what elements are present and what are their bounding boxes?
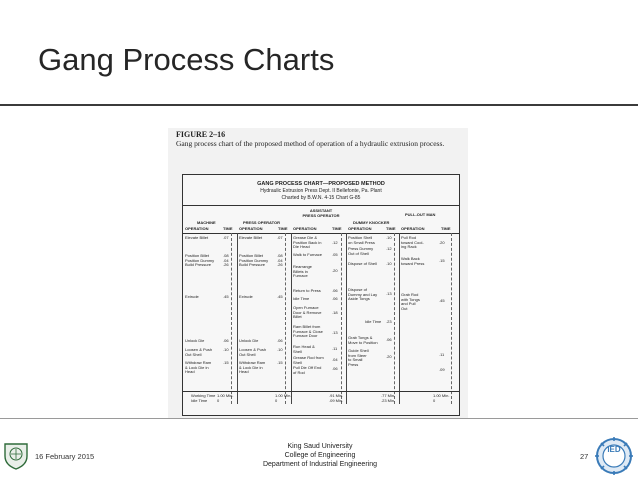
pullout-time: .20 <box>439 240 445 245</box>
dummy-op: Grab Tongs & Move to Position <box>348 335 378 345</box>
machine-op: Position Billet Position Dummy Build Pressure <box>185 253 215 268</box>
figure-caption-text: Gang process chart of the proposed method of operation of a hydraulic extrusion process. <box>176 138 445 148</box>
press-op: Extrude <box>239 294 253 299</box>
subheader-operation: OPERATION <box>239 226 263 231</box>
chart-subtitle-1: Hydraulic Extrusion Press Dept. II Bellefonte, Pa. Plant <box>260 188 382 194</box>
pullout-time: .45 <box>439 298 445 303</box>
summary-assistant: .91 Min. .09 Min. <box>329 393 344 403</box>
dummy-time: .20 <box>386 354 392 359</box>
press-op: Unlock Die <box>239 338 259 343</box>
time-axis <box>231 233 232 404</box>
assistant-time: .06 <box>332 366 338 371</box>
dummy-time: .10 <box>386 261 392 266</box>
column-divider <box>237 233 238 404</box>
summary-machine: 1.00 Min. 0 <box>217 393 234 403</box>
subheader-operation: OPERATION <box>401 226 425 231</box>
footer-college: College of Engineering <box>284 451 356 459</box>
assistant-op: Ram Billet from Furnace & Close Furnace Door <box>293 324 323 339</box>
assistant-op: Run Head & Shell <box>293 344 315 354</box>
assistant-time: .12 <box>332 240 338 245</box>
dummy-op: Position Shell on Small Press <box>348 235 375 245</box>
machine-op: Extrude <box>185 294 199 299</box>
ied-logo-text: IED <box>607 445 621 454</box>
machine-op: Loosen & Push Out Shell <box>185 347 213 357</box>
assistant-time: .18 <box>332 310 338 315</box>
footer-university: King Saud University <box>287 443 353 450</box>
summary-pullout: 1.00 Min. 0 <box>433 393 450 403</box>
footer-department: Department of Industrial Engineering <box>262 460 377 468</box>
table-top-rule <box>183 205 459 206</box>
press-op: Elevate Billet <box>239 235 263 240</box>
machine-op: Withdraw Ram & Lock Die in Head <box>185 360 212 375</box>
chart-subtitle-2: Charted by B.W.N. 4-15 Chart G-85 <box>281 195 361 201</box>
press-op: Loosen & Push Out Shell <box>239 347 267 357</box>
dummy-op: Idle Time <box>365 319 382 324</box>
assistant-op: Open Furnace Door & Remove Billet <box>293 305 322 320</box>
subheader-operation: OPERATION <box>185 226 209 231</box>
press-time: .45 <box>277 294 283 299</box>
pullout-op: Walk Back toward Press <box>401 256 425 266</box>
page-number: 27 <box>580 452 589 461</box>
assistant-op: Grease Die & Position Back in Die Head <box>293 235 322 250</box>
footer-date: 16 February 2015 <box>35 452 95 461</box>
column-divider <box>346 233 347 404</box>
machine-op: Elevate Billet <box>185 235 209 240</box>
dummy-time: .12 <box>386 246 392 251</box>
assistant-op: Pull Die Off End of Rod <box>293 365 322 375</box>
figure <box>168 128 468 418</box>
title-divider <box>0 104 638 106</box>
machine-time: .07 <box>223 235 229 240</box>
press-time: .08 .04 .26 <box>277 253 283 268</box>
summary-dummy: .77 Min. .23 Min. <box>381 393 396 403</box>
header-machine: MACHINE <box>197 220 216 225</box>
press-time: .07 <box>277 235 283 240</box>
press-op: Position Billet Position Dummy Build Pressure <box>239 253 269 268</box>
university-seal-logo <box>2 440 30 470</box>
press-time: .15 <box>277 360 283 365</box>
assistant-op: Return to Press <box>293 288 321 293</box>
header-rule <box>183 233 459 234</box>
column-divider <box>291 233 292 404</box>
time-axis <box>394 233 395 404</box>
time-axis <box>285 233 286 404</box>
subheader-time: TIME <box>223 226 233 231</box>
dummy-op: Press Dummy Out of Shell <box>348 246 374 256</box>
dummy-op: Guide Shell from Steer to Small Press <box>348 348 369 367</box>
assistant-time: .11 <box>332 346 338 351</box>
assistant-time: .06 <box>332 296 338 301</box>
ied-logo <box>592 436 636 476</box>
machine-time: .45 <box>223 294 229 299</box>
dummy-op: Dispose of Shell <box>348 261 377 266</box>
header-dummy-knocker: DUMMY KNOCKER <box>353 220 390 225</box>
footer-institution <box>230 443 410 469</box>
machine-time: .10 <box>223 347 229 352</box>
subheader-operation: OPERATION <box>293 226 317 231</box>
time-axis <box>451 233 452 404</box>
assistant-time: .05 <box>332 252 338 257</box>
dummy-time: .23 <box>386 319 392 324</box>
assistant-time: .20 <box>332 268 338 273</box>
header-press-operator: PRESS OPERATOR <box>243 220 280 225</box>
assistant-time: .13 <box>332 330 338 335</box>
assistant-time: .04 <box>332 357 338 362</box>
subheader-time: TIME <box>441 226 451 231</box>
machine-time: .08 .04 .26 <box>223 253 229 268</box>
machine-op: Unlock Die <box>185 338 205 343</box>
slide-title: Gang Process Charts <box>38 42 335 77</box>
pullout-op: Grab Rod with Tongs and Pull Out <box>401 292 420 311</box>
dummy-time: .06 <box>386 337 392 342</box>
dummy-op: Dispose of Dummy and Lay Aside Tongs <box>348 287 378 302</box>
subheader-operation: OPERATION <box>348 226 372 231</box>
pullout-time: .15 <box>439 258 445 263</box>
summary-press: 1.00 Min. 0 <box>275 393 292 403</box>
assistant-op: Grease Rod from Shell <box>293 355 324 365</box>
press-time: .10 <box>277 347 283 352</box>
pullout-time: .09 <box>439 367 445 372</box>
chart-title: GANG PROCESS CHART—PROPOSED METHOD <box>257 181 385 187</box>
assistant-op: Idle Time <box>293 296 310 301</box>
dummy-time: .13 <box>386 291 392 296</box>
summary-rule <box>183 391 459 392</box>
gang-process-chart <box>182 174 460 416</box>
assistant-time: .06 <box>332 288 338 293</box>
pullout-time: .11 <box>439 352 445 357</box>
subheader-time: TIME <box>332 226 342 231</box>
assistant-op: Walk to Furnace <box>293 252 322 257</box>
column-divider <box>399 233 400 404</box>
machine-time: .15 <box>223 360 229 365</box>
assistant-op: Rearrange Billets in Furnace <box>293 264 312 279</box>
figure-number: FIGURE 2–16 <box>176 130 226 139</box>
press-op: Withdraw Ram & Lock Die in Head <box>239 360 266 375</box>
time-axis <box>341 233 342 404</box>
subheader-time: TIME <box>278 226 288 231</box>
figure-caption <box>176 130 466 148</box>
dummy-time: .10 <box>386 235 392 240</box>
header-pull-out-man: PULL-OUT MAN <box>405 212 436 217</box>
header-assistant: ASSISTANT PRESS OPERATOR <box>302 208 340 218</box>
footer-divider <box>0 418 638 419</box>
summary-label: Working Time Idle Time <box>191 393 216 403</box>
machine-time: .06 <box>223 338 229 343</box>
subheader-time: TIME <box>386 226 396 231</box>
pullout-op: Pull Rod toward Cool- ing Rack <box>401 235 424 250</box>
press-time: .06 <box>277 338 283 343</box>
